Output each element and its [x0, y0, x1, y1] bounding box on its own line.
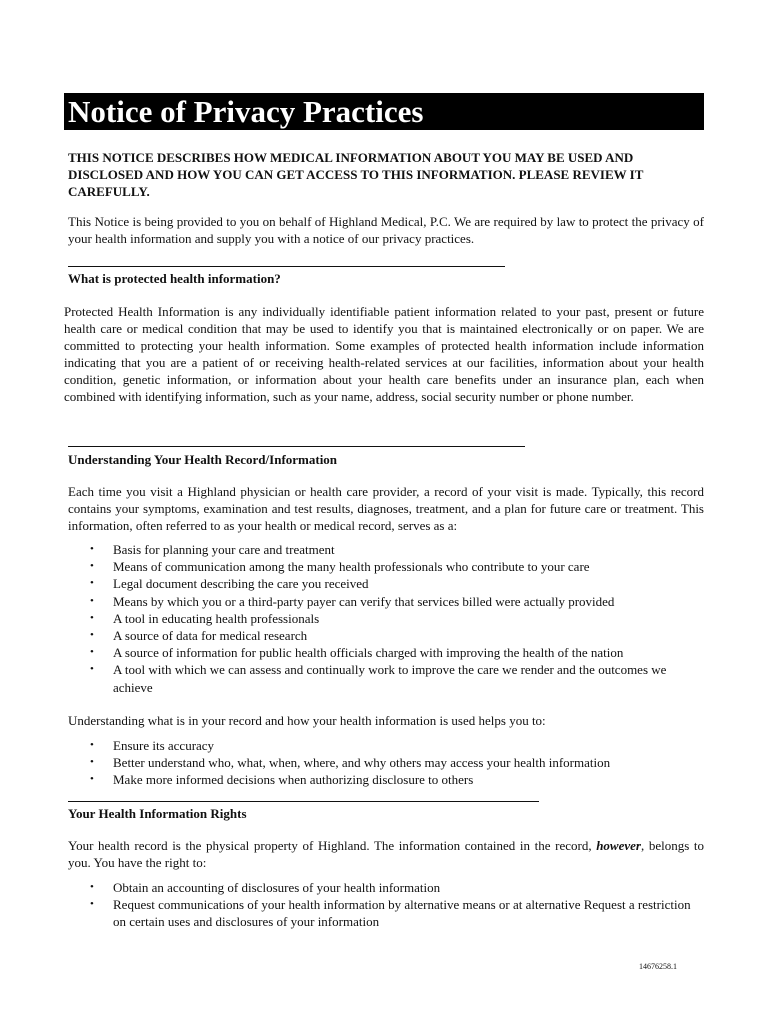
- list-item: [88, 661, 704, 695]
- list-item: [88, 558, 704, 575]
- list-item: [88, 771, 704, 788]
- bullet-icon: •: [90, 577, 94, 590]
- list-item-text: A source of information for public health officials charged with improving the health of the nation: [113, 645, 624, 661]
- record-uses-list: [88, 541, 704, 696]
- bullet-icon: •: [90, 881, 94, 893]
- record-paragraph: Each time you visit a Highland physician or health care provider, a record of your visit is made. Typically, this record contains your symptoms, examination and test results, diagnoses, treatment, and a plan for future care or treatment. This information, often referred to as your health or medical record, serves as a:: [68, 484, 704, 533]
- rights-paragraph: [68, 837, 704, 871]
- notice-warning: THIS NOTICE DESCRIBES HOW MEDICAL INFORMATION ABOUT YOU MAY BE USED AND DISCLOSED AND HOW YOU CAN GET ACCESS TO THIS INFORMATION. PLEASE REVIEW IT CAREFULLY.: [68, 150, 644, 199]
- list-item-text: Basis for planning your care and treatment: [113, 542, 335, 557]
- list-item-text: Obtain an accounting of disclosures of your health information: [113, 880, 441, 895]
- rights-list: [88, 879, 704, 931]
- list-item: [88, 575, 704, 592]
- helps-intro: Understanding what is in your record and how your health information is used helps you to:: [68, 713, 546, 728]
- list-item: [88, 593, 704, 610]
- rights-text-emphasis: however: [596, 838, 641, 853]
- bullet-icon: •: [90, 543, 94, 555]
- divider: [68, 446, 525, 447]
- phi-heading: What is protected health information?: [68, 271, 281, 286]
- list-item: [88, 627, 704, 644]
- rights-heading: Your Health Information Rights: [68, 806, 247, 821]
- divider: [68, 266, 505, 267]
- bullet-icon: •: [90, 756, 94, 769]
- list-item-text: Make more informed decisions when authorizing disclosure to others: [113, 772, 474, 788]
- list-item-text: Better understand who, what, when, where, and why others may access your health information: [113, 755, 611, 771]
- list-item-text: Legal document describing the care you received: [113, 576, 369, 592]
- bullet-icon: •: [90, 646, 94, 659]
- bullet-icon: •: [90, 739, 94, 751]
- bullet-icon: •: [90, 898, 94, 911]
- list-item: [88, 737, 704, 754]
- intro-paragraph: This Notice is being provided to you on behalf of Highland Medical, P.C. We are required by law to protect the privacy of your health information and supply you with a notice of our privacy practices.: [68, 214, 704, 246]
- list-item: [88, 754, 704, 771]
- rights-text-after: , belongs to you. You have the right to:: [68, 838, 704, 870]
- list-item-text: Means by which you or a third-party payer can verify that services billed were actually provided: [113, 593, 615, 609]
- list-item-text: A tool with which we can assess and continually work to improve the care we render and the outcomes we achieve: [113, 662, 667, 695]
- list-item-text: Ensure its accuracy: [113, 738, 215, 753]
- list-item: [88, 610, 704, 627]
- page-title: Notice of Privacy Practices: [64, 93, 704, 130]
- bullet-icon: •: [90, 663, 94, 676]
- list-item: [88, 541, 704, 558]
- list-item-text: A tool in educating health professionals: [113, 610, 320, 626]
- bullet-icon: •: [90, 594, 94, 607]
- helps-list: [88, 737, 704, 789]
- list-item-text: Request communications of your health information by alternative means or at alternative Request a restriction on certain uses and disclosures of your information: [113, 897, 691, 930]
- list-item: [88, 896, 704, 930]
- rights-text-before: Your health record is the physical property of Highland. The information contained in the record,: [68, 838, 597, 853]
- record-heading: Understanding Your Health Record/Information: [68, 452, 338, 467]
- bullet-icon: •: [90, 560, 94, 573]
- divider: [68, 801, 539, 802]
- list-item: [88, 879, 704, 896]
- bullet-icon: •: [90, 629, 94, 642]
- phi-paragraph: Protected Health Information is any individually identifiable patient information related to your past, present or future health care or medical condition that may be used to identify you that is maintained electronically or on paper. We are committed to protecting your health information. Some examples of protected health information include information indicating that you are a patient of or receiving health-related services at our facilities, information about your health condition, genetic information, or information about your health care benefits under an insurance plan, each when combined with identifying information, such as your name, address, social security number or phone number.: [64, 304, 704, 404]
- list-item-text: Means of communication among the many health professionals who contribute to your care: [113, 559, 590, 575]
- list-item: [88, 644, 704, 661]
- bullet-icon: •: [90, 773, 94, 786]
- list-item-text: A source of data for medical research: [113, 628, 308, 644]
- bullet-icon: •: [90, 611, 94, 624]
- document-id: 14676258.1: [639, 962, 677, 971]
